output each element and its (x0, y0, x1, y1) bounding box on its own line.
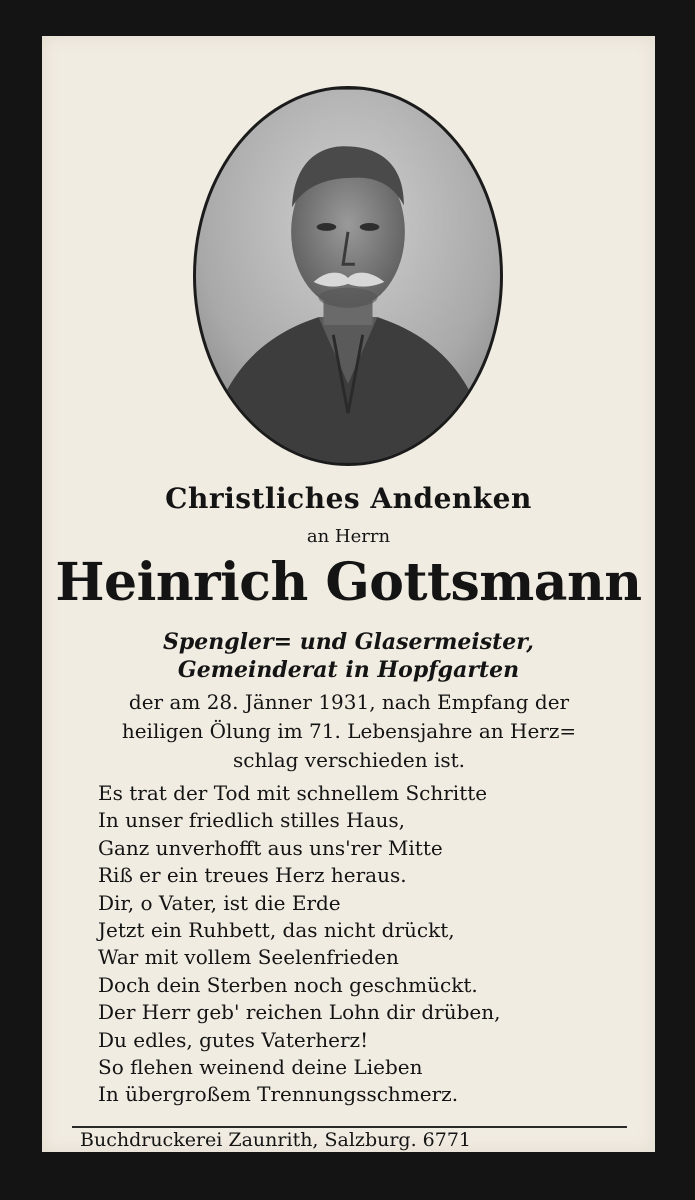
occupation-line-1: Spengler= und Glasermeister, (163, 629, 534, 655)
divider-rule (72, 1126, 627, 1128)
poem-line: In unser friedlich stilles Haus, (98, 808, 405, 833)
poem-line: Ganz unverhofft aus uns'rer Mitte (98, 835, 443, 860)
poem-line: Jetzt ein Ruhbett, das nicht drückt, (98, 918, 455, 943)
death-notice-line: heiligen Ölung im 71. Lebensjahre an Herz= (121, 719, 577, 743)
card-heading: Christliches Andenken (165, 482, 532, 515)
memorial-poem (98, 780, 638, 1109)
poem-line: Es trat der Tod mit schnellem Schritte (98, 781, 488, 805)
poem-line: Du edles, gutes Vaterherz! (98, 1027, 369, 1052)
deceased-name: Heinrich Gottsmann (55, 552, 642, 613)
poem-line: So flehen weinend deine Lieben (98, 1055, 423, 1080)
occupation-line-2: Gemeinderat in Hopfgarten (177, 657, 520, 683)
poem-line: Doch dein Sterben noch geschmückt. (98, 972, 478, 997)
death-notice-line: schlag verschieden ist. (232, 748, 466, 772)
death-notice-line: der am 28. Jänner 1931, nach Empfang der (128, 690, 570, 714)
poem-line: Riß er ein treues Herz heraus. (98, 863, 407, 888)
printer-imprint: Buchdruckerei Zaunrith, Salzburg. 6771 (80, 1129, 472, 1151)
poem-line: Der Herr geb' reichen Lohn dir drüben, (98, 1000, 501, 1025)
death-notice (64, 688, 634, 775)
poem-line: In übergroßem Trennungsschmerz. (98, 1082, 459, 1107)
portrait-photo (193, 86, 503, 466)
occupation (42, 628, 655, 684)
poem-line: Dir, o Vater, ist die Erde (98, 890, 341, 915)
poem-line: War mit vollem Seelenfrieden (98, 945, 399, 970)
card-subheading: an Herrn (306, 526, 391, 547)
